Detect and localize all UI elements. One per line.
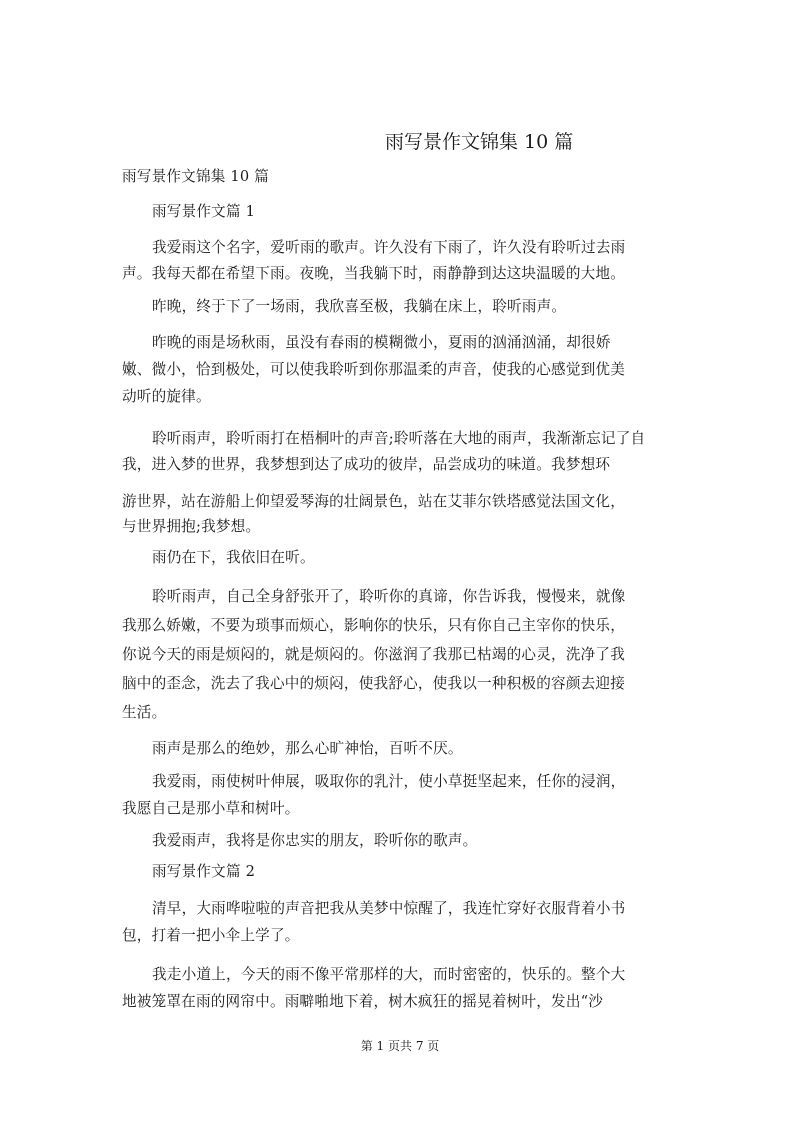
paragraph-line: 脑中的歪念，洗去了我心中的烦闷，使我舒心，使我以一种积极的容颜去迎接 [122,675,625,692]
document-title: 雨写景作文锦集 10 篇 [385,131,574,153]
page-footer: 第 1 页共 7 页 [360,1039,440,1053]
paragraph-line: 昨晚，终于下了一场雨，我欣喜至极，我躺在床上，聆听雨声。 [152,298,567,315]
paragraph-line: 我那么娇嫩，不要为琐事而烦心，影响你的快乐，只有你自己主宰你的快乐， [122,617,625,634]
paragraph-line: 我走小道上，今天的雨不像平常那样的大，而时密密的，快乐的。整个大 [152,966,626,983]
paragraph-line: 与世界拥抱;我梦想。 [122,518,261,535]
paragraph-line: 我愿自己是那小草和树叶。 [122,800,300,817]
paragraph-line: 清早，大雨哗啦啦的声音把我从美梦中惊醒了，我连忙穿好衣服背着小书 [152,900,626,917]
document-subtitle: 雨写景作文锦集 10 篇 [122,168,269,185]
paragraph-line: 游世界，站在游船上仰望爱琴海的壮阔景色，站在艾菲尔铁塔感觉法国文化， [122,493,625,510]
paragraph-line: 昨晚的雨是场秋雨，虽没有春雨的模糊微小，夏雨的汹涌汹涌，却很娇 [152,334,611,351]
paragraph-line: 包，打着一把小伞上学了。 [122,927,300,944]
paragraph-line: 动听的旋律。 [122,388,211,405]
paragraph-line: 我，进入梦的世界，我梦想到达了成功的彼岸，品尝成功的味道。我梦想环 [122,456,611,473]
paragraph-line: 聆听雨声，自己全身舒张开了，聆听你的真谛，你告诉我，慢慢来，就像 [152,588,626,605]
section-heading-1: 雨写景作文篇 1 [152,203,256,220]
paragraph-line: 地被笼罩在雨的网帘中。雨噼啪地下着，树木疯狂的摇晃着树叶，发出“沙 [122,993,604,1010]
paragraph-line: 你说今天的雨是烦闷的，就是烦闷的。你滋润了我那已枯竭的心灵，洗净了我 [122,646,625,663]
paragraph-line: 我爱雨这个名字，爱听雨的歌声。许久没有下雨了，许久没有聆听过去雨 [152,239,626,256]
paragraph-line: 我爱雨声，我将是你忠实的朋友，聆听你的歌声。 [152,832,478,849]
paragraph-line: 我爱雨，雨使树叶伸展，吸取你的乳汁，使小草挺坚起来，任你的浸润， [152,773,626,790]
paragraph-line: 嫩、微小，恰到极处，可以使我聆听到你那温柔的声音，使我的心感觉到优美 [122,361,625,378]
paragraph-line: 聆听雨声，聆听雨打在梧桐叶的声音;聆听落在大地的雨声，我渐渐忘记了自 [152,430,646,447]
paragraph-line: 雨声是那么的绝妙，那么心旷神怡，百听不厌。 [152,740,463,757]
paragraph-line: 生活。 [122,704,167,721]
section-heading-2: 雨写景作文篇 2 [152,863,256,880]
paragraph-line: 雨仍在下，我依旧在听。 [152,549,315,566]
paragraph-line: 声。我每天都在希望下雨。夜晚，当我躺下时，雨静静到达这块温暖的大地。 [122,265,625,282]
